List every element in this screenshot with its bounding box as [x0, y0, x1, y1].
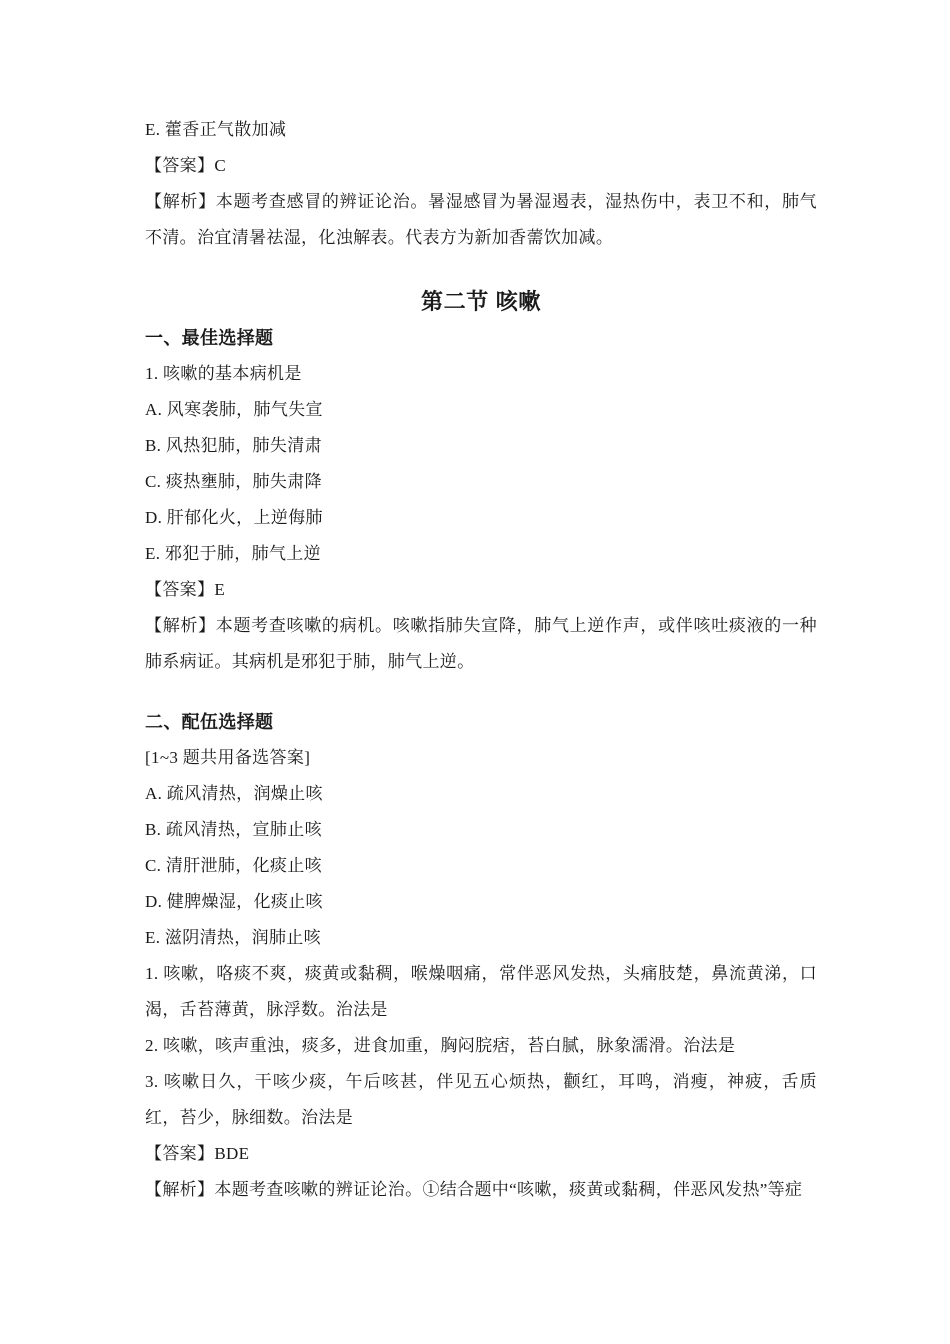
- part1-analysis-paragraph: 【解析】本题考查咳嗽的病机。咳嗽指肺失宣降，肺气上逆作声，或伴咳吐痰液的一种肺系病证。其病机是邪犯于肺，肺气上逆。: [145, 616, 817, 671]
- part2-analysis-paragraph: 【解析】本题考查咳嗽的辨证论治。①结合题中“咳嗽，痰黄或黏稠，伴恶风发热”等症: [145, 1180, 803, 1199]
- part2-heading: 二、配伍选择题: [145, 712, 274, 732]
- part2-option-e: E. 滋阴清热，润肺止咳: [145, 928, 321, 947]
- part2-question-1: 1. 咳嗽，咯痰不爽，痰黄或黏稠，喉燥咽痛，常伴恶风发热，头痛肢楚，鼻流黄涕，口渴，舌苔薄黄，脉浮数。治法是: [145, 964, 817, 1019]
- section-title: 第二节 咳嗽: [420, 289, 542, 314]
- part2-question-2: 2. 咳嗽，咳声重浊，痰多，进食加重，胸闷脘痞，苔白腻，脉象濡滑。治法是: [145, 1036, 736, 1055]
- part1-heading: 一、最佳选择题: [145, 328, 274, 348]
- part2-option-c: C. 清肝泄肺，化痰止咳: [145, 856, 322, 875]
- part2-option-b: B. 疏风清热，宣肺止咳: [145, 820, 322, 839]
- part2-option-a: A. 疏风清热，润燥止咳: [145, 784, 323, 803]
- part1-option-b: B. 风热犯肺，肺失清肃: [145, 436, 322, 455]
- part1-answer-line: 【答案】E: [145, 580, 226, 599]
- part2-answer-line: 【答案】BDE: [145, 1144, 250, 1163]
- prev-analysis-paragraph: 【解析】本题考查感冒的辨证论治。暑湿感冒为暑湿遏表，湿热伤中，表卫不和，肺气不清。治宜清暑祛湿，化浊解表。代表方为新加香薷饮加减。: [145, 192, 817, 247]
- part1-option-a: A. 风寒袭肺，肺气失宣: [145, 400, 323, 419]
- part1-option-d: D. 肝郁化火，上逆侮肺: [145, 508, 323, 527]
- document-content: [145, 112, 817, 1208]
- part1-option-c: C. 痰热壅肺，肺失肃降: [145, 472, 322, 491]
- part1-option-e: E. 邪犯于肺，肺气上逆: [145, 544, 321, 563]
- part2-option-d: D. 健脾燥湿，化痰止咳: [145, 892, 323, 911]
- prev-answer-line: 【答案】C: [145, 156, 227, 175]
- part2-question-3: 3. 咳嗽日久，干咳少痰，午后咳甚，伴见五心烦热，颧红，耳鸣，消瘦，神疲，舌质红，苔少，脉细数。治法是: [145, 1072, 817, 1127]
- part1-question-1: 1. 咳嗽的基本病机是: [145, 364, 302, 383]
- part2-shared-note: [1~3 题共用备选答案]: [145, 748, 311, 767]
- prev-option-e: E. 藿香正气散加减: [145, 120, 287, 139]
